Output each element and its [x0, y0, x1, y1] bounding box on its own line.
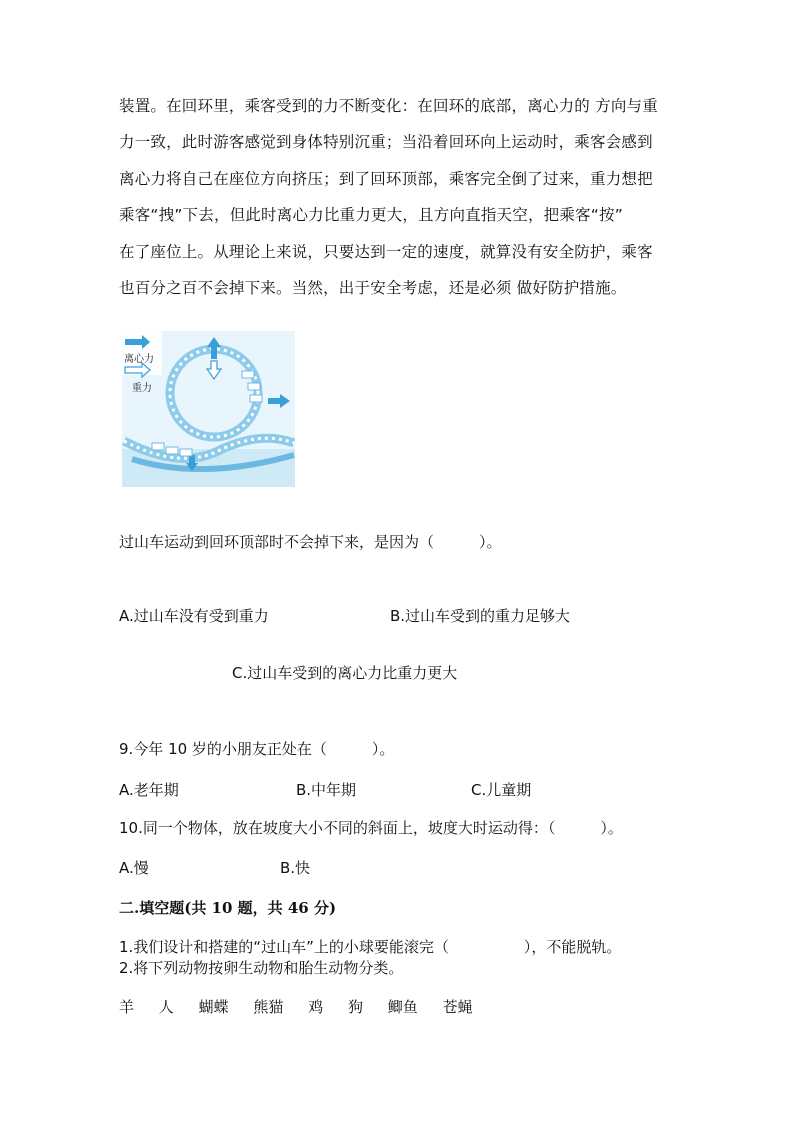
fill-question-2: 2.将下列动物按卵生动物和胎生动物分类。 — [119, 959, 404, 977]
section-title-fill-blank: 二.填空题(共 10 题，共 46 分) — [119, 899, 337, 917]
animal-item: 鸡 — [308, 998, 324, 1016]
passage-line-5: 在了座位上。从理论上来说，只要达到一定的速度，就算没有安全防护，乘客 — [119, 242, 653, 261]
animal-list — [119, 997, 493, 1017]
passage-line-3: 离心力将自己在座位方向挤压；到了回环顶部，乘客完全倒了过来，重力想把 — [119, 169, 653, 188]
roller-coaster-figure — [122, 331, 295, 487]
q8-option-a: A.过山车没有受到重力 — [119, 607, 269, 625]
q10-option-b: B.快 — [280, 859, 311, 877]
passage-line-6: 也百分之百不会掉下来。当然，出于安全考虑，还是必须 做好防护措施。 — [119, 279, 627, 298]
passage-line-4: 乘客“拽”下去，但此时离心力比重力更大，且方向直指天空，把乘客“按” — [119, 206, 623, 225]
animal-item: 羊 — [119, 998, 135, 1016]
fill-question-1: 1.我们设计和搭建的“过山车”上的小球要能滚完（ ），不能脱轨。 — [119, 938, 622, 956]
legend-gravity-label: 重力 — [132, 383, 152, 394]
q10-stem: 10.同一个物体，放在坡度大小不同的斜面上，坡度大时运动得：（ ）。 — [119, 819, 623, 837]
q8-option-b: B.过山车受到的重力足够大 — [390, 607, 571, 625]
animal-item: 狗 — [347, 998, 363, 1016]
q10-option-a: A.慢 — [119, 859, 149, 877]
q9-option-b: B.中年期 — [296, 781, 357, 799]
q8-option-c: C.过山车受到的离心力比重力更大 — [232, 664, 458, 682]
animal-item: 人 — [158, 998, 174, 1016]
q9-stem: 9.今年 10 岁的小朋友正处在（ ）。 — [119, 740, 395, 758]
animal-item: 蝴蝶 — [198, 998, 229, 1016]
animal-item: 熊猫 — [253, 998, 284, 1016]
passage-line-1: 装置。在回环里，乘客受到的力不断变化：在回环的底部，离心力的 方向与重 — [119, 97, 658, 115]
legend-centrifugal-label: 离心力 — [124, 354, 154, 365]
passage — [119, 88, 689, 306]
q9-option-c: C.儿童期 — [471, 781, 532, 799]
animal-item: 苍蝇 — [442, 998, 473, 1016]
passage-line-2: 力一致，此时游客感觉到身体特别沉重；当沿着回环向上运动时，乘客会感到 — [119, 133, 653, 152]
q9-option-a: A.老年期 — [119, 781, 179, 799]
q8-stem: 过山车运动到回环顶部时不会掉下来，是因为（ ）。 — [119, 533, 502, 551]
animal-item: 鲫鱼 — [387, 998, 418, 1016]
